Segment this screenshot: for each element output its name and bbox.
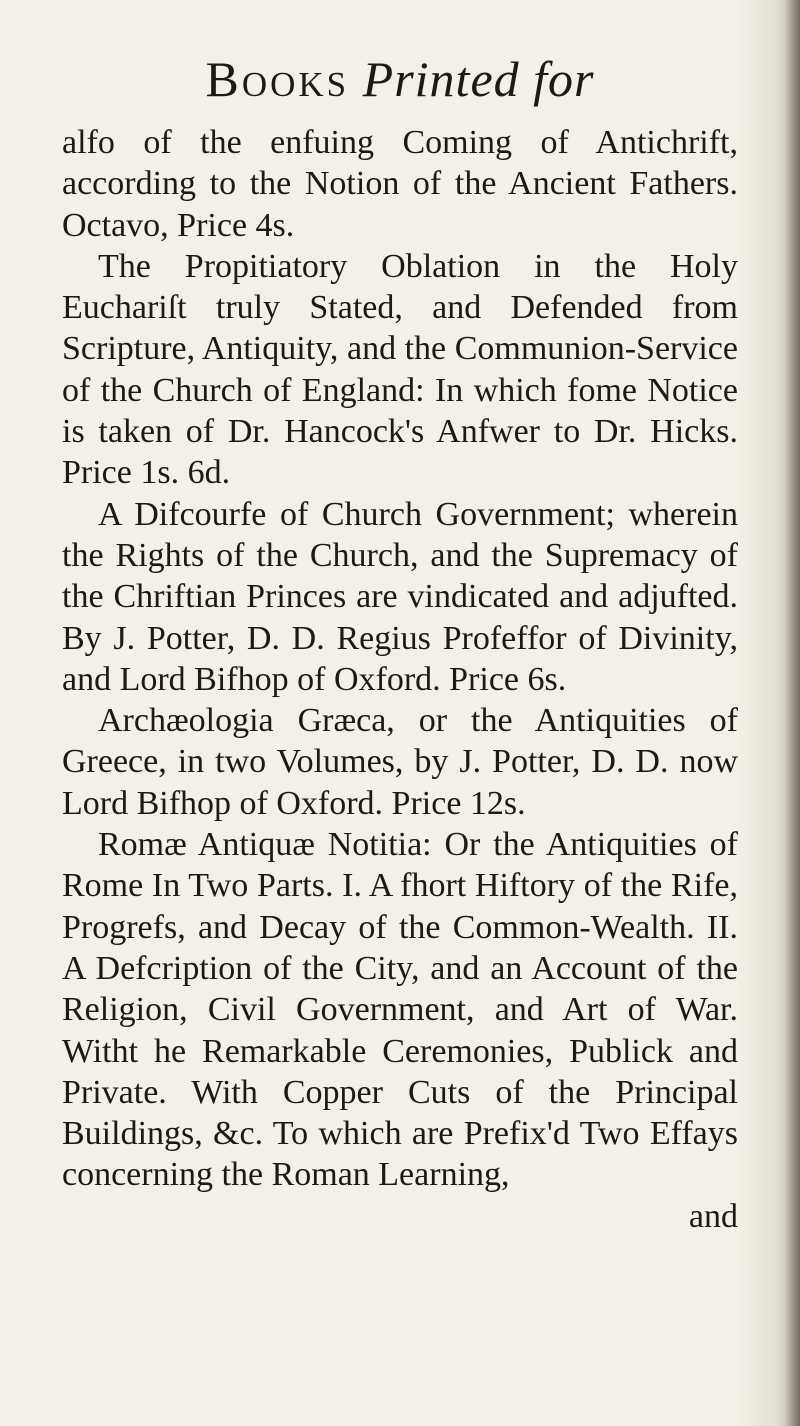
header-printed-for: Printed for (362, 51, 595, 107)
running-header (0, 50, 800, 108)
catchword: and (688, 1197, 738, 1235)
entry-propitiatory-oblation: The Propitiatory Oblation in the Holy Euchariſt truly Stated, and Defended from Scripture, Antiquity, and the Communion-Service of the Church of England: In which fome Notice is taken of Dr. Hancock's Anfwer to Dr. Hicks. Price 1s. 6d. (62, 247, 738, 492)
header-books: Books (205, 51, 350, 107)
entry-antichrist: alfo of the enfuing Coming of Antichrift, according to the Notion of the Ancient Fathers. Octavo, Price 4s. (62, 124, 738, 244)
entry-church-government: A Difcourfe of Church Government; wherein the Rights of the Church, and the Supremacy of the Chriftian Princes are vindicated and adjufted. By J. Potter, D. D. Regius Profeffor of Divinity, and Lord Bifhop of Oxford. Price 6s. (62, 495, 738, 698)
body-text (62, 122, 738, 1237)
entry-romae-antiquae: Romæ Antiquæ Notitia: Or the Antiquities of Rome In Two Parts. I. A fhort Hiftory of the Rife, Progrefs, and Decay of the Common-Wealth. II. A Defcription of the City, and an Account of the Religion, Civil Government, and Art of War. Witht he Remarkable Ceremonies, Publick and Private. With Copper Cuts of the Principal Buildings, &c. To which are Prefix'd Two Effays concerning the Roman Learning, (62, 826, 738, 1194)
page-edge-shadow (786, 0, 800, 1426)
entry-archaeologia-graeca: Archæologia Græca, or the Antiquities of Greece, in two Volumes, by J. Potter, D. D. now Lord Bifhop of Oxford. Price 12s. (62, 702, 738, 822)
